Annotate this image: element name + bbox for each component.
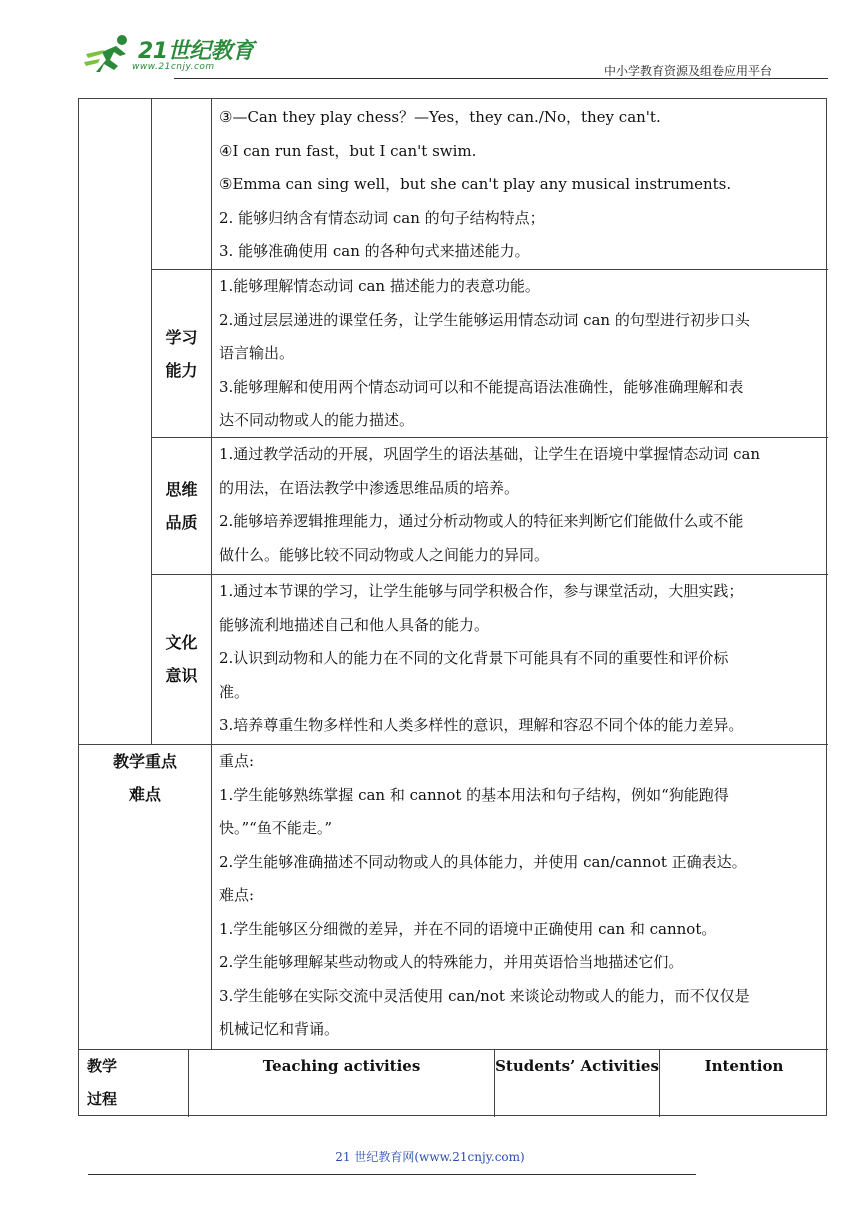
header-teaching-activities: Teaching activities [262,1057,421,1075]
text-line: 语言输出。 [219,344,295,362]
runner-logo-icon [82,32,136,76]
logo [82,30,282,78]
label-thinking-quality: 思维 品质 [165,480,198,532]
text-line: 1.能够理解情态动词 can 描述能力的表意功能。 [219,277,540,295]
header-intention: Intention [704,1057,784,1075]
label-cultural-awareness: 文化 意识 [165,633,198,685]
text-line: ④I can run fast，but I can't swim. [219,141,477,160]
objectives-cell [219,101,823,269]
text-line: 2.学生能够理解某些动物或人的特殊能力，并用英语恰当地描述它们。 [219,953,684,971]
text-line: 1.通过教学活动的开展，巩固学生的语法基础，让学生在语境中掌握情态动词 can [219,445,761,463]
row-divider-5 [79,1049,828,1050]
text-line: 达不同动物或人的能力描述。 [219,411,415,429]
logo-url: www.21cnjy.com [132,62,215,72]
text-line: ⑤Emma can sing well，but she can't play any musical instruments. [219,175,732,193]
text-line: 机械记忆和背诵。 [219,1020,340,1038]
text-line: 能够流利地描述自己和他人具备的能力。 [219,615,490,634]
text-line: 2. 能够归纳含有情态动词 can 的句子结构特点； [219,208,545,227]
footer-text: 21 世纪教育网(www.21cnjy.com) [335,1150,525,1164]
thinking-quality-cell [219,438,823,572]
label-teaching-process: 教学 过程 [87,1057,118,1108]
text-line: 2.学生能够准确描述不同动物或人的具体能力，并使用 can/cannot 正确表达。 [219,852,747,871]
footer-divider [88,1174,696,1175]
label-learning-ability: 学习 能力 [165,328,198,380]
text-line: ③—Can they play chess？—Yes，they can./No，they can't. [219,108,661,126]
text-line: 难点: [219,886,255,904]
text-line: 2.通过层层递进的课堂任务，让学生能够运用情态动词 can 的句型进行初步口头 [219,310,750,329]
key-points-cell [219,745,823,1047]
text-line: 1.通过本节课的学习，让学生能够与同学积极合作，参与课堂活动，大胆实践； [219,582,744,600]
text-line: 2.认识到动物和人的能力在不同的文化背景下可能具有不同的重要性和评价标 [219,649,729,667]
cultural-awareness-cell [219,575,823,743]
learning-ability-cell [219,270,823,438]
text-line: 的用法，在语法教学中渗透思维品质的培养。 [219,478,520,497]
text-line: 3.能够理解和使用两个情态动词可以和不能提高语法准确性，能够准确理解和表 [219,377,744,396]
text-line: 3.培养尊重生物多样性和人类多样性的意识，理解和容忍不同个体的能力差异。 [219,716,744,734]
page-header [82,30,828,80]
text-line: 做什么。能够比较不同动物或人之间能力的异同。 [219,545,550,564]
text-line: 1.学生能够区分细微的差异，并在不同的语境中正确使用 can 和 cannot。 [219,919,717,938]
text-line: 准。 [219,682,250,701]
text-line: 3.学生能够在实际交流中灵活使用 can/not 来谈论动物或人的能力，而不仅仅是 [219,986,750,1005]
text-line: 1.学生能够熟练掌握 can 和 cannot 的基本用法和句子结构，例如“狗能跑得 [219,785,729,804]
text-line: 快。”“鱼不能走。” [219,819,333,837]
text-line: 3. 能够准确使用 can 的各种句式来描述能力。 [219,242,530,260]
label-key-points: 教学重点 难点 [112,752,177,804]
lesson-plan-table [78,98,827,1116]
text-line: 2.能够培养逻辑推理能力，通过分析动物或人的特征来判断它们能做什么或不能 [219,512,744,530]
text-line: 重点: [219,752,255,770]
header-students-activities: Students’ Activities [495,1057,659,1075]
platform-title: 中小学教育资源及组卷应用平台 [603,64,772,78]
header-divider [174,78,828,79]
logo-text: 21世纪教育 [138,39,254,64]
